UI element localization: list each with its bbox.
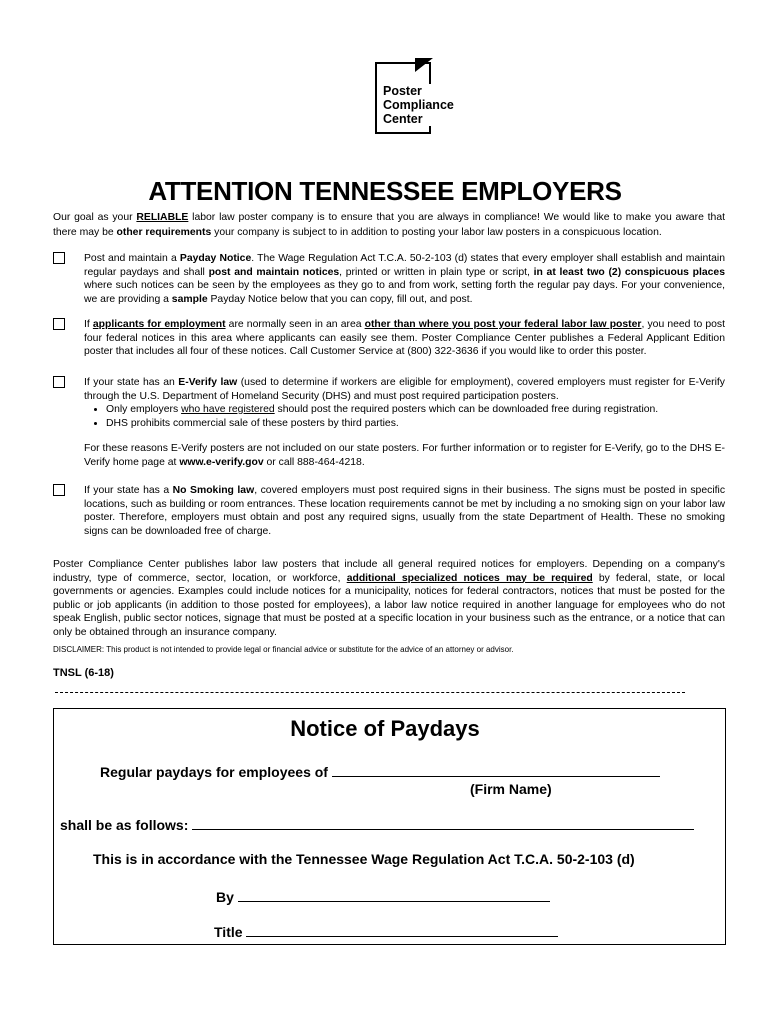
general-t1: Poster Compliance Center publishes labor law posters that include all general required notices for employers. Depending on a company's industry, type of commerce, sector, location, or workforce, — [53, 559, 725, 584]
shall-be-line — [60, 815, 694, 833]
applicants-item — [53, 318, 725, 359]
cut-line — [55, 692, 685, 693]
bullet1-b: should post the required posters which can be downloaded free during registration. — [274, 404, 659, 415]
payday-b4: sample — [171, 293, 208, 305]
applicants-t2: are normally seen in an area — [225, 319, 365, 330]
general-paragraph — [53, 558, 725, 639]
everify-n1: For these reasons E-Verify posters are not included on our state posters. For further information or to register for E-Verify, go to the DHS E-Verify home page at — [84, 443, 725, 468]
everify-b1: E-Verify law — [178, 377, 238, 388]
everify-link[interactable]: www.e-verify.gov — [179, 456, 264, 468]
payday-checkbox[interactable] — [53, 252, 65, 264]
payday-t3: , printed or written in plain type or script, — [339, 266, 534, 278]
payday-t2: . The Wage Regulation Act T.C.A. 50-2-103 (d) states that every employer shall establish and maintain regular paydays and shall — [84, 253, 725, 278]
everify-t2: (used to determine if workers are eligible for employment), covered employers must register for E-Verify through the U.S. Department of Homeland Security (DHS) and must post required participation posters. — [84, 377, 725, 402]
shall-label: shall be as follows: — [60, 817, 189, 833]
intro-reliable: RELIABLE — [136, 212, 189, 223]
firm-name-label: (Firm Name) — [470, 781, 552, 797]
everify-t1: If your state has an — [84, 377, 179, 388]
everify-text — [84, 376, 725, 469]
payday-notice-item — [53, 252, 725, 306]
disclaimer: DISCLAIMER: This product is not intended to provide legal or financial advice or substitute for the advice of an attorney or advisor. — [53, 645, 514, 654]
applicants-checkbox[interactable] — [53, 318, 65, 330]
smoking-text — [84, 484, 725, 538]
paydays-field[interactable] — [192, 815, 694, 830]
applicants-b1: applicants for employment — [92, 319, 226, 330]
smoking-b1: No Smoking law — [172, 485, 255, 496]
payday-t5: Payday Notice below that you can copy, fill out, and post. — [207, 293, 473, 305]
payday-text — [84, 252, 725, 306]
everify-item — [53, 376, 725, 469]
bullet1-u: who have registered — [181, 404, 275, 415]
payday-b2: post and maintain notices — [208, 266, 340, 278]
everify-n2: or call 888-464-4218. — [263, 456, 365, 468]
everify-bullets — [84, 403, 725, 430]
applicants-t3: , you need to post four federal notices in this area where applicants can easily see them. Poster Compliance Center publishes a Federal Applicant Edition poster that includes all four of these notices. Call Customer Service at (800) 322-3636 if you would like to order this poster. — [84, 319, 725, 357]
everify-checkbox[interactable] — [53, 376, 65, 388]
everify-note — [84, 442, 725, 469]
smoking-t1: If your state has a — [84, 485, 173, 496]
title-field[interactable] — [246, 922, 558, 937]
by-field[interactable] — [238, 887, 550, 902]
smoking-t2: , covered employers must post required signs in their business. The signs must be posted in specific locations, such as building or room entrances. These location requirements cannot be met by including a no smoking sign on your labor law poster. Therefore, employers must obtain and post any required signs, usually from the state Department of Health. These no smoking signs can be downloaded free of charge. — [84, 485, 726, 537]
payday-t1: Post and maintain a — [84, 253, 180, 264]
page-title: ATTENTION TENNESSEE EMPLOYERS — [148, 176, 622, 206]
intro-other-requirements: other requirements — [116, 226, 212, 238]
everify-bullet-2: • DHS prohibits commercial sale of these posters by third parties. — [106, 417, 725, 431]
applicants-b2: other than where you post your federal labor law poster — [364, 319, 642, 330]
title-label: Title — [214, 924, 243, 940]
general-b1: additional specialized notices may be required — [346, 572, 593, 584]
intro-paragraph — [53, 211, 725, 240]
by-label: By — [216, 889, 234, 905]
logo-line-1: Poster — [383, 84, 422, 98]
no-smoking-item — [53, 484, 725, 538]
form-code: TNSL (6-18) — [53, 667, 114, 679]
payday-b3: in at least two (2) conspicuous places — [533, 266, 725, 278]
everify-intro — [84, 376, 725, 403]
bullet1-a: Only employers — [106, 404, 182, 415]
regular-label: Regular paydays for employees of — [100, 764, 328, 780]
logo-line-2: Compliance — [383, 98, 454, 112]
payday-b1: Payday Notice — [179, 253, 252, 264]
accordance-text: This is in accordance with the Tennessee Wage Regulation Act T.C.A. 50-2-103 (d) — [93, 851, 635, 867]
logo-text — [383, 84, 454, 126]
by-line — [216, 887, 550, 905]
logo-flag-icon — [415, 58, 433, 72]
intro-text-1: Our goal as your — [53, 212, 137, 223]
everify-bullet-1 — [106, 403, 725, 417]
applicants-text — [84, 318, 725, 359]
notice-title: Notice of Paydays — [290, 716, 480, 741]
regular-paydays-line — [100, 762, 660, 780]
intro-text-2: labor law poster company is to ensure that you are always in compliance! We would like to make you aware that there may be — [53, 212, 725, 238]
payday-t4: where such notices can be seen by the employees as they go to and from work, setting forth the regular pay days. For your convenience, we are providing a — [84, 280, 725, 305]
general-t2: by federal, state, or local governments or agencies. Examples could include notices for a municipality, notices for federal contractors, notices that must be posted for the public or job applicants (in addition to those posted for employees), a labor law notice required in another language for employees who do not speak English, public sector notices, signage that must be posted at a specific location in your business such as the entrance, or a notice that can only be obtained through an insurance company. — [53, 572, 725, 638]
smoking-checkbox[interactable] — [53, 484, 65, 496]
intro-text-3: your company is subject to in addition to posting your labor law posters in a conspicuous location. — [211, 226, 662, 238]
applicants-t1: If — [84, 319, 93, 330]
poster-compliance-center-logo — [375, 62, 461, 136]
firm-name-field[interactable] — [332, 762, 660, 777]
logo-line-3: Center — [383, 112, 423, 126]
title-line — [214, 922, 558, 940]
